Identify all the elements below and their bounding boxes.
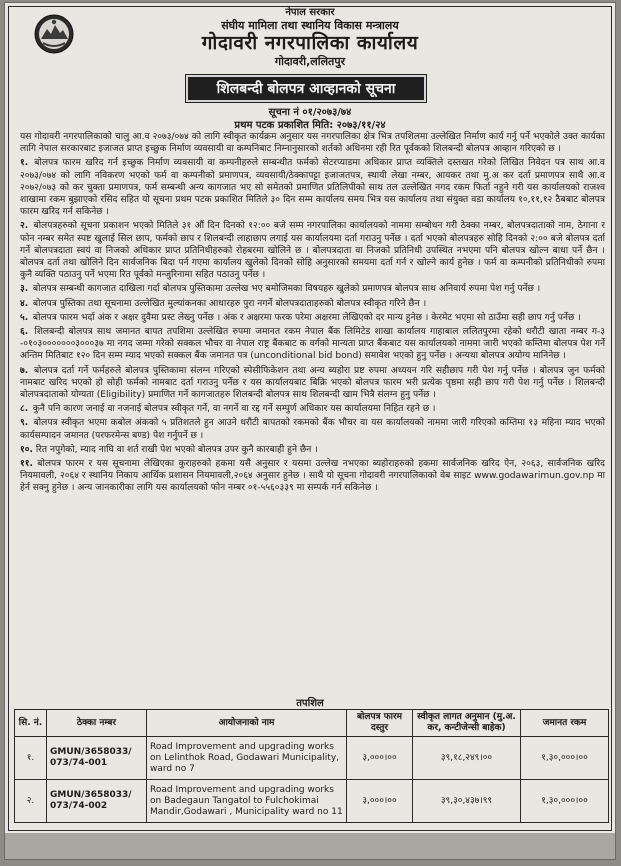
page-bottom-edge <box>5 833 615 859</box>
notice-title: शिलबन्दी बोलपत्र आव्हानको सूचना <box>186 75 426 102</box>
condition-text: बोलपत्र दर्ता गर्ने फर्महरुले बोलपत्र पुस्तिकामा संलग्न गरिएको स्पेसीफिकेशन तथा अन्य ब्यहोरा प्रष्ट रुपमा अध्ययन गरि सहीछाप गरी पेश गर्नु पर्नेछ । बोलपत्र जुन फर्मको नामबाट खरिद भएको हो सोही फर्मको नामबाट दर्ता गराउनु पर्नेछ र यस कार्यालयबाट बिक्रि भएको बोलपत्र फारम भरी प्रत्येक पृष्ठमा सही छाप गरी पेश गर्नु पर्नेछ । शिलबन्दी बोलपत्रदाताको योग्यता (Eligibility) प्रमाणित गर्ने कागजातहरु शिलबन्दी बोलपत्र साथ शिलबन्दी खाम भित्रै संलग्न हुनु पर्नेछ । <box>20 365 605 401</box>
cell-fee: ३,०००।०० <box>347 780 413 823</box>
cell-fee: ३,०००।०० <box>347 737 413 780</box>
condition-text: बोलपत्र फारम र यस सूचनामा लेखिएका कुराहरुको हकमा यसै अनुसार र यसमा उल्लेख नभएका ब्यहोराहरुको हकमा सार्वजनिक खरिद ऐन, २०६३, सार्वजनिक खरिद नियमावली, २०६४ र स्थानिय निकाय आर्थिक प्रशासन नियमावली,२०६४ अनुसार हुनेछ । साथै यो सूचना गोदावरी नगरपालिकाको वेब साइट www.godawarimun.gov.np मा हेर्न सक्नु हुनेछ । अन्य जानकारीका लागि यस कार्यालयको फोन नम्बर ०१-५५६०३३९ मा सम्पर्क गर्न सकिनेछ । <box>20 459 605 494</box>
schedule-title: तपशिल <box>296 698 324 709</box>
condition-number: ८. <box>20 404 29 415</box>
condition-number: ७. <box>20 365 29 376</box>
condition-number: २. <box>20 221 29 232</box>
condition-number: ६. <box>20 327 29 338</box>
condition-8 <box>20 403 605 415</box>
cell-project: Road Improvement and upgrading works on Lelinthok Road, Godawari Municipality, ward no 7 <box>147 737 347 780</box>
notice-body <box>20 131 605 497</box>
cell-estimate: ३९,१८,२४९।०० <box>413 737 521 780</box>
condition-text: बोलपत्र पुस्तिका तथा सूचनामा उल्लेखित मुल्यांकनका आधारहरु पुरा नगर्ने बोलपत्रदाताहरुको बोलपत्र स्वीकृत गरिने छैन । <box>32 298 427 309</box>
col-header-fee: बोलपत्र फारम दस्तुर <box>347 710 413 737</box>
notice-paper <box>4 2 616 860</box>
condition-4 <box>20 298 605 310</box>
condition-9 <box>20 417 605 441</box>
condition-6 <box>20 326 605 363</box>
condition-1 <box>20 157 605 218</box>
government-name: नेपाल सरकार <box>285 7 335 18</box>
condition-2 <box>20 220 605 281</box>
office-address: गोदावरी,ललितपुर <box>274 54 346 68</box>
office-name: गोदावरी नगरपालिका कार्यालय <box>201 32 419 55</box>
cell-estimate: ३९,३०,४३७।९९ <box>413 780 521 823</box>
condition-7 <box>20 365 605 402</box>
condition-text: शिलबन्दी बोलपत्र साथ जमानत बापत तपशिमा उल्लेखित रुपमा जमानत रकम नेपाल बैंक लिमिटेड शाखा कार्यालय गाहाबाल ललितपुरमा रहेको धरौटी खाता नम्बर ग-३ -०१०३०००००००३०००३७ मा नगद जम्मा गरेको सक्कल भौचर वा नेपाल राष्ट्र बैंकबाट क वर्गको मान्यता प्राप्त बैंकबाट यस कार्यालयको नाममा जारी भएको कम्तिमा बोलपत्र पेश गर्ने अन्तिम मितिबाट १२० दिन सम्म म्याद भएको सक्कल बैंक जमानत पत्र (unconditional bid bond) समावेश भएको हुनु पर्नेछ । अन्यथा बोलपत्र अयोग्य मानिनेछ । <box>20 327 605 362</box>
condition-number: ३. <box>20 284 29 295</box>
condition-number: ११. <box>20 459 33 470</box>
publication-date: प्रथम पटक प्रकाशित मिति: २०७३/११/२४ <box>234 120 386 131</box>
cell-security: १,३०,०००।०० <box>521 780 609 823</box>
col-header-sn: सि. नं. <box>15 710 47 737</box>
col-header-estimate: स्वीकृत लागत अनुमान (मु.अ. कर, कन्टीजेन्सी बाहेक) <box>413 710 521 737</box>
condition-text: बोलपत्र फारम भर्दा अंक र अक्षर दुवैमा प्रस्ट लेख्नु पर्नेछ । अंक र अक्षरमा फरक परेमा अक्षरमा लेखिएको दर मान्य हुनेछ । केरमेट भएमा सो ठाउँमा सही छाप गर्नु पर्नेछ । <box>32 312 581 323</box>
table-header-row <box>15 710 609 737</box>
condition-number: ९. <box>20 418 29 429</box>
condition-11 <box>20 458 605 495</box>
cell-contract: GMUN/3658033/ 073/74-002 <box>47 780 147 823</box>
condition-text: बोलपत्र फारम खरिद गर्न इच्छुक निर्माण व्यवसायी वा कम्पनीहरुले सम्बन्धीत फर्मको सेटरप्याडमा अधिकार प्राप्त व्यक्तिले दस्तखत गरेको लिखित निवेदन पत्र साथ आ.व २०७३/०७४ को लागि नविकरण भएको फर्म वा कम्पनीको प्रमाणपत्र, व्यवसायी/ठेक्कापट्टा इजाजतपत्र, स्थायी लेखा नम्बर, आयकर तथा मु.अ कर दर्ता प्रमाणपत्र साथै आ.व २०७२/०७३ को कर चुक्ता प्रमाणपत्र, फर्म सम्बन्धी अन्य कागजात भए सो समेतको प्रमाणित प्रतिलिपीको साथ तल उल्लेखित नगद रकम फिर्ता नहुने गरी यस कार्यालयको राजश्व शाखामा रकम बुझाएको रसिद सहित यो सूचना प्रथम पटक प्रकाशित मितिले ३० दिन सम्म कार्यालय समय भित्र यस कार्यालय तथा संयुक्त वडा कार्यालय १०,११,१२ ठैबबाट बोलपत्र फारम खरिद गर्न सकिनेछ । <box>20 158 605 218</box>
table-row <box>15 780 609 823</box>
condition-3 <box>20 283 605 295</box>
cell-project: Road Improvement and upgrading works on Badegaun Tangatol to Fulchokimai Mandir,Godawari , Municipality ward no 11 <box>147 780 347 823</box>
condition-text: बोलपत्रहरुको सूचना प्रकाशन भएको मितिले ३१ औं दिन दिनको १२:०० बजे सम्म नगरपालिका कार्यालयको नाममा सम्बोधन गरी ठेक्का नम्बर, बोलपत्रदाताको नाम, ठेगाना र फोन नम्बर समेत स्पष्ट खुलाई सिल छाप, फर्मको छाप र शिलबन्दी लाहाछाप लगाई यस कार्यालयमा दर्ता गराउनु पर्नेछ । दर्ता भएको बोलपत्रहरु सोहि दिनको २:०० बजे बोलपत्र दर्ता गर्ने बोलपत्रदाता स्वयं वा निजको अधिकार प्राप्त प्रतिनिधीहरुको रोहबरमा खोलिने छ । बोलपत्रदाता वा निजको प्रतिनिधी उपस्थित नभएमा पनि बोलपत्र खोल्न बाधा पर्ने छैन । बोलपत्र दर्ता तथा खोलिने दिन सार्वजनिक बिदा पर्न गएमा कार्यालय खुलेको दिनको सोहि अनुसारको समयमा दर्ता गर्न र खोल्ने कार्य हुनेछ । फर्म वा कम्पनीको प्रतिनिधीको रुपमा कुनै व्यक्ति पठाउनु पर्ने भएमा रित पूर्वको मन्जुरिनामा सहित पठाउनु पर्नेछ । <box>20 221 605 281</box>
cell-sn: २. <box>15 780 47 823</box>
cell-contract: GMUN/3658033/ 073/74-001 <box>47 737 147 780</box>
ministry-name: संघीय मामिला तथा स्थानिय विकास मन्त्रालय <box>221 19 399 32</box>
condition-number: ४. <box>20 298 29 309</box>
col-header-project: आयोजनाको नाम <box>147 710 347 737</box>
table-row <box>15 737 609 780</box>
condition-text: बोलपत्र सम्बन्धी कागजात दाखिला गर्दा बोलपत्र पुस्तिकामा उल्लेख भए बमोजिमका विषयहरु खुलेको प्रमाणपत्र बोलपत्र साथ अनिवार्य रुपमा पेश गर्नु पर्नेछ । <box>32 284 541 295</box>
notice-header <box>5 7 615 68</box>
col-header-security: जमानत रकम <box>521 710 609 737</box>
col-header-contract: ठेक्का नम्बर <box>47 710 147 737</box>
condition-number: १०. <box>20 444 33 455</box>
condition-text: कुनै पनि कारण जनाई वा नजनाई बोलपत्र स्वीकृत गर्ने, वा नगर्ने वा रद्द गर्ने सम्पुर्ण अधिकार यस कार्यालयमा निहित रहने छ । <box>32 404 436 415</box>
cell-sn: १. <box>15 737 47 780</box>
notice-number: सूचना नं ०१/२०७३/७४ <box>268 107 352 118</box>
cell-security: १,३०,०००।०० <box>521 737 609 780</box>
condition-number: १. <box>20 158 29 169</box>
schedule-table <box>14 709 609 823</box>
condition-number: ५. <box>20 312 29 323</box>
condition-5 <box>20 312 605 324</box>
condition-10 <box>20 444 605 456</box>
condition-text: रित नपुगेको, म्याद नाघि वा शर्त राखी पेश भएको बोलपत्र उपर कुनै कारबाही हुने छैन । <box>35 444 318 455</box>
intro-paragraph: यस गोदावरी नगरपालिकाको चालु आ.व २०७३/०७४ को लागि स्वीकृत कार्यक्रम अनुसार यस नगरपालिका क्षेत्र भित्र तपशिलमा उल्लेखित निर्माण कार्य गर्नु पर्ने भएकोले उक्त कार्यका लागि नेपाल सरकारबाट इजाजत प्राप्त इच्छुक निर्माण व्यवसायी वा कम्पनिबाट निम्नानुसारको शर्तको अधिनमा रही रित पूर्वकको शिलबन्दी बोलपत्र आव्हान गरिएको छ । <box>20 132 605 155</box>
condition-text: बोलपत्र स्वीकृत भएमा कबोल अंकको ५ प्रतिशतले हुन आउने धरौटी बापतको रकमको बैंक भौचर वा यस कार्यालयको नाममा जारी गरिएको कम्तिमा १३ महिना म्याद भएको कार्यसम्पादन जमानत (परफरमेन्स बण्ड) पेश गर्नुपर्ने छ । <box>20 418 605 441</box>
